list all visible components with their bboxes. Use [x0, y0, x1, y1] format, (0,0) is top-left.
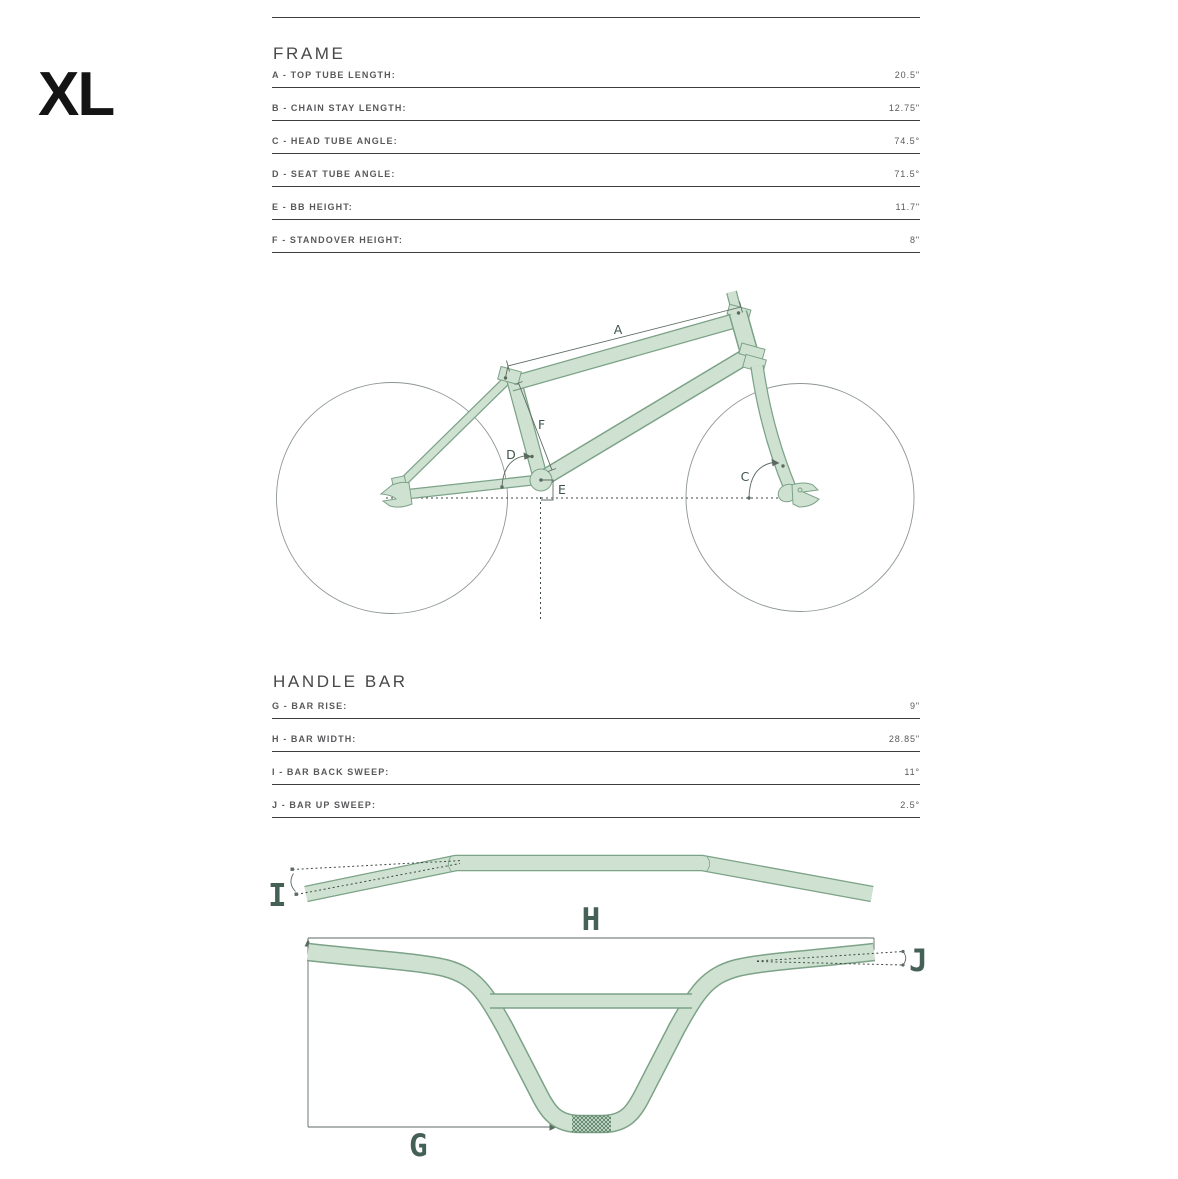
spec-row-back-sweep: [272, 752, 920, 785]
spec-label: B - CHAIN STAY LENGTH:: [272, 103, 407, 113]
spec-row-bb-height: [272, 187, 920, 220]
spec-label: J - BAR UP SWEEP:: [272, 800, 377, 810]
label-c: C: [740, 469, 750, 484]
spec-label: F - STANDOVER HEIGHT:: [272, 235, 403, 245]
bar-front-view: [305, 902, 928, 1164]
spec-label: I - BAR BACK SWEEP:: [272, 767, 390, 777]
spec-value: 12.75": [888, 103, 920, 113]
spec-label: A - TOP TUBE LENGTH:: [272, 70, 396, 80]
spec-row-up-sweep: [272, 785, 920, 818]
spec-value: 11°: [904, 767, 920, 777]
spec-value: 74.5°: [894, 136, 920, 146]
frame-diagram: [260, 275, 940, 635]
frame-tubes: [381, 292, 819, 507]
bar-top-view: [268, 857, 872, 915]
spec-row-top-tube: [272, 55, 920, 88]
spec-row-bar-rise: [272, 686, 920, 719]
spec-label: H - BAR WIDTH:: [272, 734, 357, 744]
front-dropout-claw: [792, 483, 819, 507]
label-g: G: [409, 1128, 428, 1164]
size-label: XL: [38, 60, 114, 129]
label-e: E: [558, 482, 566, 497]
spec-value: 71.5°: [894, 169, 920, 179]
spec-value: 2.5°: [900, 800, 920, 810]
spec-value: 20.5": [894, 70, 920, 80]
spec-label: D - SEAT TUBE ANGLE:: [272, 169, 396, 179]
front-dropout-hole: [798, 488, 802, 492]
spec-row-standover: [272, 220, 920, 253]
label-d: D: [506, 447, 516, 462]
spec-row-bar-width: [272, 719, 920, 752]
spec-label: C - HEAD TUBE ANGLE:: [272, 136, 398, 146]
label-a: A: [613, 322, 623, 337]
rear-dropout-claw: [381, 482, 412, 507]
knurl-section: [572, 1116, 611, 1133]
handlebar-section-heading: HANDLE BAR: [273, 672, 408, 691]
spec-row-head-angle: [272, 121, 920, 154]
spec-value: 8": [909, 235, 920, 245]
handlebar-spec-table: [272, 686, 920, 818]
spec-label: E - BB HEIGHT:: [272, 202, 353, 212]
label-j: J: [909, 943, 928, 979]
label-h: H: [581, 902, 601, 938]
frame-spec-table: [272, 55, 920, 253]
label-f: F: [538, 417, 546, 432]
label-i: I: [268, 878, 287, 914]
top-divider: [272, 17, 920, 18]
spec-row-seat-angle: [272, 154, 920, 187]
spec-value: 11.7": [895, 202, 920, 212]
spec-label: G - BAR RISE:: [272, 701, 348, 711]
handlebar-diagram: [260, 838, 940, 1179]
spec-value: 9": [909, 701, 920, 711]
spec-row-chain-stay: [272, 88, 920, 121]
spec-value: 28.85": [888, 734, 920, 744]
frame-section-heading: FRAME: [273, 44, 346, 63]
